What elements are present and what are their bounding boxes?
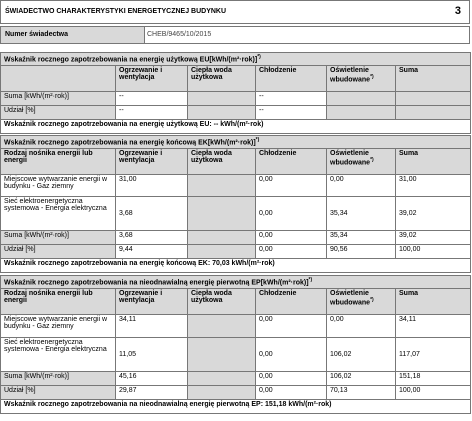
row-label: Miejscowe wytwarzanie energii w budynku - Gaz ziemny [1, 175, 116, 197]
col-header: Oświetlenie wbudowane*) [327, 289, 396, 315]
table-cell [188, 338, 256, 372]
col-header: Oświetlenie wbudowane*) [327, 149, 396, 175]
page-number: 3 [454, 5, 461, 17]
certificate-number-row [0, 26, 470, 44]
table-cell: 0,00 [256, 386, 327, 400]
table-cell: 0,00 [256, 315, 327, 338]
row-label: Sieć elektroenergetyczna systemowa - Energia elektryczna [1, 197, 116, 231]
table-cell: 3,68 [116, 231, 188, 245]
table-cell: -- [256, 92, 327, 106]
col-header: Suma [396, 149, 471, 175]
table-cell [188, 315, 256, 338]
table-cell: 0,00 [256, 245, 327, 259]
eu-header-blank [1, 66, 116, 92]
table-cell: 0,00 [256, 338, 327, 372]
row-label: Miejscowe wytwarzanie energii w budynku - Gaz ziemny [1, 315, 116, 338]
table-cell: -- [116, 106, 188, 120]
col-header: Chłodzenie [256, 66, 327, 92]
ek-table [0, 135, 471, 273]
table-cell: 34,11 [116, 315, 188, 338]
eu-section-title: Wskaźnik rocznego zapotrzebowania na energię użytkową EU[kWh/(m²·rok)]*) [1, 53, 471, 66]
table-cell: 34,11 [396, 315, 471, 338]
ep-section-title: Wskaźnik rocznego zapotrzebowania na nieodnawialną energię pierwotną EP[kWh/(m²·rok)]*) [1, 276, 471, 289]
eu-summary: Wskaźnik rocznego zapotrzebowania na energię użytkową EU: -- kWh/(m²·rok) [1, 120, 471, 134]
ek-summary: Wskaźnik rocznego zapotrzebowania na energię końcową EK: 70,03 kWh/(m²·rok) [1, 259, 471, 273]
table-cell: -- [116, 92, 188, 106]
ep-table [0, 275, 471, 414]
table-cell: 106,02 [327, 338, 396, 372]
table-cell: 11,05 [116, 338, 188, 372]
ek-section-title: Wskaźnik rocznego zapotrzebowania na energię końcową EK[kWh/(m²·rok)]*) [1, 136, 471, 149]
carrier-header: Rodzaj nośnika energii lub energii [1, 149, 116, 175]
table-cell: -- [256, 106, 327, 120]
table-cell: 90,56 [327, 245, 396, 259]
table-cell [327, 92, 396, 106]
table-cell: 117,07 [396, 338, 471, 372]
table-cell: 0,00 [327, 175, 396, 197]
table-cell [188, 106, 256, 120]
table-cell: 29,87 [116, 386, 188, 400]
document-header [0, 0, 470, 24]
row-label: Udział [%] [1, 106, 116, 120]
table-cell [188, 92, 256, 106]
eu-table [0, 52, 471, 134]
row-label: Udział [%] [1, 245, 116, 259]
table-cell: 0,00 [256, 372, 327, 386]
table-cell: 0,00 [256, 231, 327, 245]
table-cell: 106,02 [327, 372, 396, 386]
col-header: Oświetlenie wbudowane*) [327, 66, 396, 92]
certificate-number-value: CHEB/9465/10/2015 [147, 31, 212, 38]
document-title: ŚWIADECTWO CHARAKTERYSTYKI ENERGETYCZNEJ BUDYNKU [5, 8, 227, 15]
table-cell: 0,00 [327, 315, 396, 338]
table-cell: 3,68 [116, 197, 188, 231]
table-cell: 0,00 [256, 197, 327, 231]
carrier-header: Rodzaj nośnika energii lub energii [1, 289, 116, 315]
table-cell: 70,13 [327, 386, 396, 400]
table-cell: 100,00 [396, 245, 471, 259]
table-cell: 39,02 [396, 231, 471, 245]
table-cell [188, 175, 256, 197]
certificate-number-label: Numer świadectwa [1, 27, 145, 43]
table-cell [396, 106, 471, 120]
row-label: Suma [kWh/(m²·rok)] [1, 92, 116, 106]
table-cell: 35,34 [327, 231, 396, 245]
row-label: Sieć elektroenergetyczna systemowa - Energia elektryczna [1, 338, 116, 372]
table-cell: 100,00 [396, 386, 471, 400]
table-cell: 0,00 [256, 175, 327, 197]
col-header: Ogrzewanie i wentylacja [116, 66, 188, 92]
table-cell [188, 386, 256, 400]
col-header: Suma [396, 289, 471, 315]
row-label: Suma [kWh/(m²·rok)] [1, 231, 116, 245]
table-cell [327, 106, 396, 120]
table-cell: 151,18 [396, 372, 471, 386]
col-header: Ogrzewanie i wentylacja [116, 149, 188, 175]
table-cell: 31,00 [116, 175, 188, 197]
table-cell [188, 372, 256, 386]
row-label: Udział [%] [1, 386, 116, 400]
row-label: Suma [kWh/(m²·rok)] [1, 372, 116, 386]
col-header: Ciepła woda użytkowa [188, 149, 256, 175]
table-cell [188, 245, 256, 259]
col-header: Ciepła woda użytkowa [188, 66, 256, 92]
table-cell: 35,34 [327, 197, 396, 231]
table-cell: 9,44 [116, 245, 188, 259]
ep-summary: Wskaźnik rocznego zapotrzebowania na nieodnawialną energię pierwotną EP: 151,18 kWh/(m²·rok) [1, 400, 471, 414]
col-header: Ogrzewanie i wentylacja [116, 289, 188, 315]
col-header: Suma [396, 66, 471, 92]
table-cell: 39,02 [396, 197, 471, 231]
col-header: Ciepła woda użytkowa [188, 289, 256, 315]
table-cell: 45,16 [116, 372, 188, 386]
table-cell: 31,00 [396, 175, 471, 197]
table-cell [188, 197, 256, 231]
table-cell [188, 231, 256, 245]
table-cell [396, 92, 471, 106]
col-header: Chłodzenie [256, 149, 327, 175]
col-header: Chłodzenie [256, 289, 327, 315]
